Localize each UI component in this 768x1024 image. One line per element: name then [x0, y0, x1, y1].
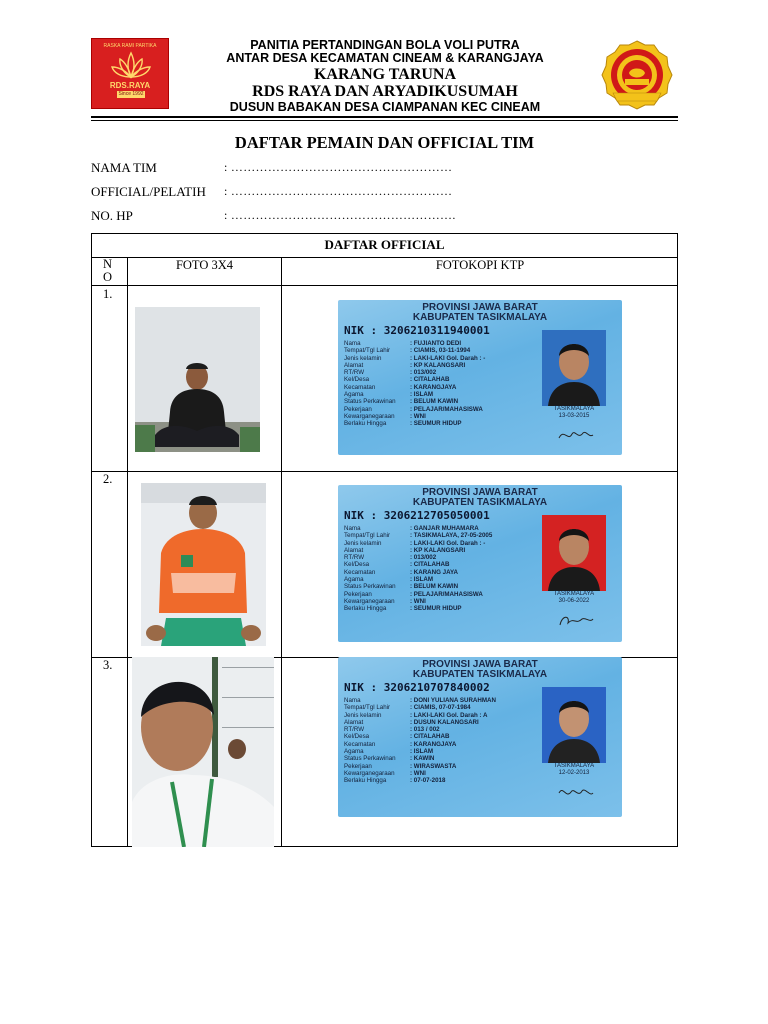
table-col-divider — [281, 257, 282, 846]
ktp-issue-place: TASIKMALAYA 13-03-2015 — [553, 406, 595, 419]
ktp-province: PROVINSI JAWA BARAT KABUPATEN TASIKMALAYA — [412, 659, 548, 680]
ktp-fields: Nama : GANJAR MUHAMARA Tempat/Tgl Lahir : TASIKMALAYA, 27-05-2005 Jenis kelamin : LAKI-LAKI Gol. Darah : - Alamat : KP KALANGSARI RT/RW : 013/002 Kel/Desa : CITALAHAB Kecamatan : KARANG JAYA Agama : ISLAM Status Perkawinan : BELUM KAWIN Pekerjaan : PELAJAR/MAHASISWA Kewarganegaraan : WNI Berlaku Hingga : SEUMUR HIDUP — [344, 525, 493, 613]
table-col-divider — [127, 257, 128, 846]
table-divider — [92, 471, 677, 472]
ktp-issue-place: TASIKMALAYA 30-06-2022 — [553, 591, 595, 604]
ktp-signature — [556, 426, 596, 444]
karang-taruna-logo-left — [91, 38, 169, 109]
field-label: OFFICIAL/PELATIH — [91, 184, 206, 199]
field-label: NAMA TIM — [91, 160, 157, 175]
field-value-blank[interactable]: : ……………………………………………… — [224, 184, 453, 198]
ktp-pass-photo — [542, 515, 606, 591]
official-table — [91, 233, 678, 847]
ktp-card-1 — [338, 300, 622, 455]
ktp-issue-place: TASIKMALAYA 12-02-2013 — [553, 763, 595, 776]
col-header-photo: FOTO 3X4 — [175, 258, 234, 272]
header-line-1: PANITIA PERTANDINGAN BOLA VOLI PUTRA — [250, 38, 520, 52]
ktp-nik: NIK : 3206210707840002 — [344, 681, 490, 694]
ktp-nik: NIK : 3206210311940001 — [344, 324, 490, 337]
ktp-pass-photo — [542, 687, 606, 763]
col-header-no-line1: N — [103, 257, 113, 271]
lotus-emblem-icon — [110, 51, 152, 81]
ktp-fields: Nama : FUJIANTO DEDI Tempat/Tgl Lahir : CIAMIS, 03-11-1994 Jenis kelamin : LAKI-LAKI Gol. Darah : - Alamat : KP KALANGSARI RT/RW : 013/002 Kel/Desa : CITALAHAB Kecamatan : KARANGJAYA Agama : ISLAM Status Perkawinan : BELUM KAWIN Pekerjaan : PELAJAR/MAHASISWA Kewarganegaraan : WNI Berlaku Hingga : SEUMUR HIDUP — [344, 340, 486, 428]
header-line-2: ANTAR DESA KECAMATAN CINEAM & KARANGJAYA — [226, 51, 544, 65]
field-value-blank[interactable]: : ………………………………………………. — [224, 208, 456, 222]
ktp-card-3 — [338, 657, 622, 817]
table-divider — [92, 285, 677, 286]
ktp-card-2 — [338, 485, 622, 642]
header-rule-thick — [91, 116, 678, 118]
col-header-ktp: FOTOKOPI KTP — [435, 258, 525, 272]
logo-left-name: RDS.RAYA — [109, 81, 151, 90]
header-line-5: DUSUN BABAKAN DESA CIAMPANAN KEC CINEAM — [229, 100, 541, 114]
document-title: DAFTAR PEMAIN DAN OFFICIAL TIM — [234, 133, 535, 152]
header-line-3: KARANG TARUNA — [313, 66, 457, 83]
logo-left-since: Since 1992 — [118, 91, 144, 97]
field-label: NO. HP — [91, 208, 133, 223]
official-photo-2 — [141, 483, 266, 646]
ktp-province: PROVINSI JAWA BARAT KABUPATEN TASIKMALAYA — [412, 487, 548, 508]
ktp-province: PROVINSI JAWA BARAT KABUPATEN TASIKMALAYA — [412, 302, 548, 323]
field-value-blank[interactable]: : ……………………………………………… — [224, 160, 453, 174]
col-header-no — [103, 258, 112, 284]
row-number: 3. — [103, 658, 113, 672]
col-header-no-line2: O — [103, 270, 113, 284]
ktp-signature — [556, 783, 596, 801]
karang-taruna-seal-icon — [596, 40, 678, 110]
row-number: 1. — [103, 287, 113, 301]
ktp-signature — [556, 611, 596, 629]
official-photo-1 — [135, 307, 260, 452]
ktp-nik: NIK : 3206212705050001 — [344, 509, 490, 522]
table-title: DAFTAR OFFICIAL — [324, 237, 445, 252]
ktp-pass-photo — [542, 330, 606, 406]
row-number: 2. — [103, 472, 113, 486]
header-rule-thin — [91, 120, 678, 121]
official-photo-3 — [132, 657, 274, 847]
header-line-4: RDS RAYA DAN ARYADIKUSUMAH — [252, 83, 518, 100]
logo-left-top-text: RASKA RAMI PARTIKA — [103, 43, 157, 49]
ktp-fields: Nama : DONI YULIANA SURAHMAN Tempat/Tgl Lahir : CIAMIS, 07-07-1984 Jenis kelamin : LAKI-LAKI Gol. Darah : A Alamat : DUSUN KALANGSARI RT/RW : 013 / 002 Kel/Desa : CITALAHAB Kecamatan : KARANGJAYA Agama : ISLAM Status Perkawinan : KAWIN Pekerjaan : WIRASWASTA Kewarganegaraan : WNI Berlaku Hingga : 07-07-2018 — [344, 697, 496, 785]
